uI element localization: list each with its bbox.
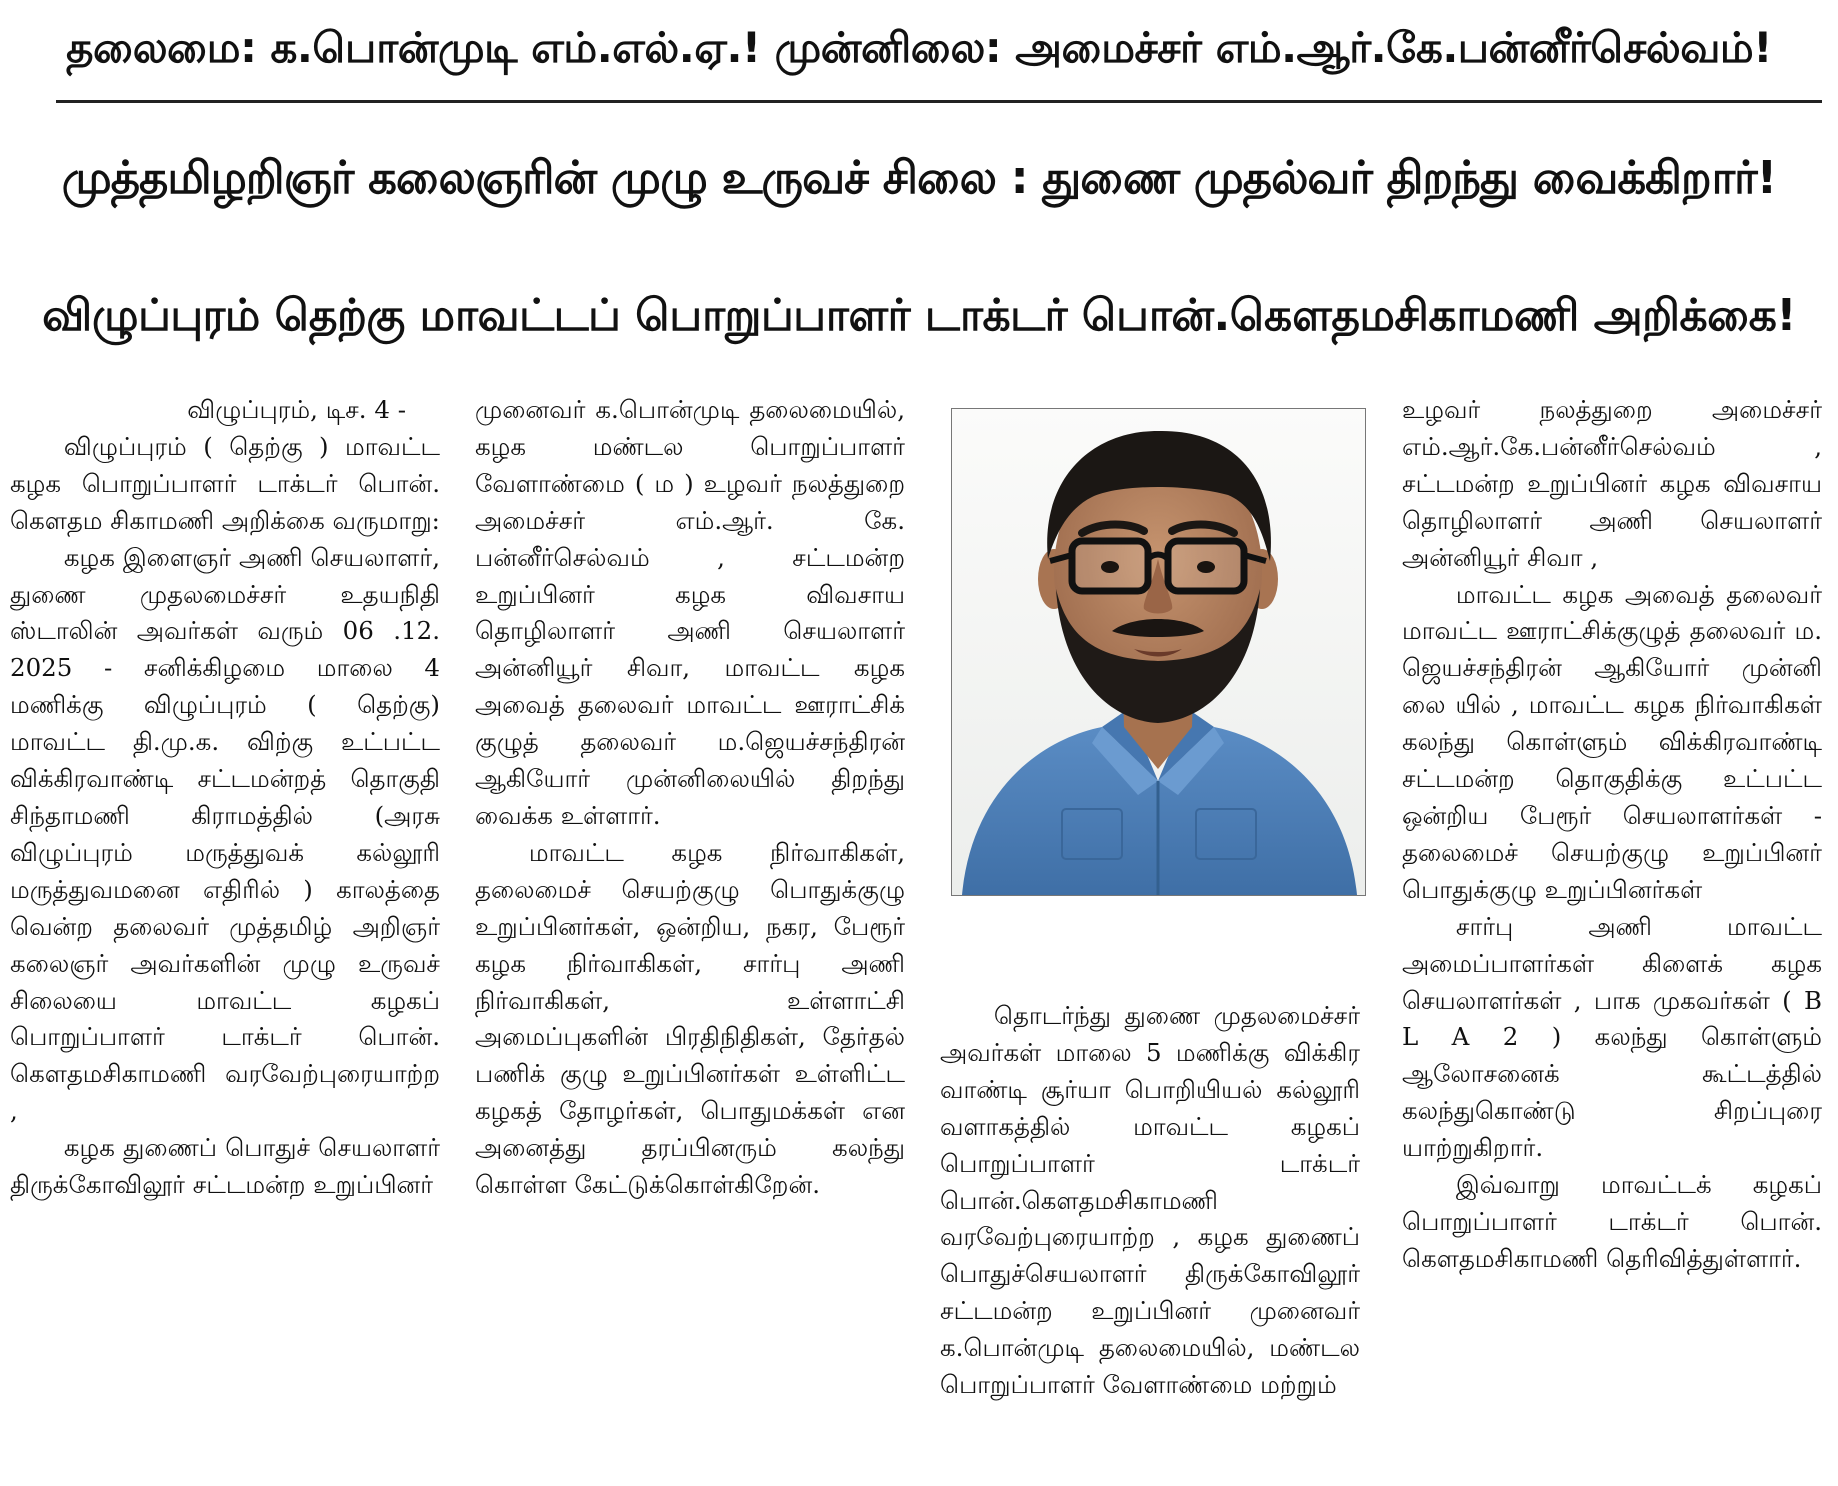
headline-sub: விழுப்புரம் தெற்கு மாவட்டப் பொறுப்பாளர் டாக்டர் பொன்.கௌதமசிகாமணி அறிக்கை!: [42, 290, 1796, 341]
article-column-4: [1402, 392, 1822, 1278]
article-column-1: [10, 392, 440, 1204]
article-paragraph: விழுப்புரம் ( தெற்கு ) மாவட்ட கழக பொறுப்பாளர் டாக்டர் பொன். கௌதம சிகாமணி அறிக்கை வருமாறு:: [10, 431, 440, 535]
article-paragraph: முனைவர் க.பொன்முடி தலைமையில், கழக மண்டல பொறுப்பாளர் வேளாண்மை ( ம ) உழவர் நலத்துறை அமைச்சர் எம்.ஆர். கே. பன்னீர்செல்வம் , சட்டமன்ற உறுப்பினர் கழக விவசாய தொழிலாளர் அணி செயலாளர் அன்னியூர் சிவா, மாவட்ட கழக அவைத் தலைவர் மாவட்ட ஊராட்சிக் குழுத் தலைவர் ம.ஜெயச்சந்திரன் ஆகியோர் முன்னிலையில் திறந்து வைக்க உள்ளார்.: [475, 395, 905, 830]
divider-rule: [56, 100, 1822, 103]
article-paragraph: சார்பு அணி மாவட்ட அமைப்பாளர்கள் கிளைக் கழக செயலாளர்கள் , பாக முகவர்கள் ( B L A 2 ) கலந்து கொள்ளும் ஆலோசனைக் கூட்டத்தில் கலந்துகொண்டு சிறப்புரை யாற்றுகிறார்.: [1402, 911, 1822, 1163]
article-paragraph: கழக இளைஞர் அணி செயலாளர், துணை முதலமைச்சர் உதயநிதி ஸ்டாலின் அவர்கள் வரும் 06 .12. 2025 - சனிக்கிழமை மாலை 4 மணிக்கு விழுப்புரம் ( தெற்கு) மாவட்ட தி.மு.க. விற்கு உட்பட்ட விக்கிரவாண்டி சட்டமன்றத் தொகுதி சிந்தாமணி கிராமத்தில் (அரசு விழுப்புரம் மருத்துவக் கல்லூரி மருத்துவமனை எதிரில் ) காலத்தை வென்ற தலைவர் முத்தமிழ் அறிஞர் கலைஞர் அவர்களின் முழு உருவச் சிலையை மாவட்ட கழகப் பொறுப்பாளர் டாக்டர் பொன். கௌதமசிகாமணி வரவேற்புரையாற்ற ,: [10, 542, 440, 1126]
man-portrait-illustration: [952, 409, 1365, 895]
article-column-3: [940, 998, 1360, 1404]
headline-top: தலைமை: க.பொன்முடி எம்.எல்.ஏ.! முன்னிலை: அமைச்சர் எம்.ஆர்.கே.பன்னீர்செல்வம்!: [66, 23, 1772, 72]
article-paragraph: உழவர் நலத்துறை அமைச்சர் எம்.ஆர்.கே.பன்னீர்செல்வம் , சட்டமன்ற உறுப்பினர் கழக விவசாய தொழிலாளர் அணி செயலாளர் அன்னியூர் சிவா ,: [1402, 395, 1822, 572]
article-paragraph: மாவட்ட கழக அவைத் தலைவர் மாவட்ட ஊராட்சிக்குழுத் தலைவர் ம. ஜெயச்சந்திரன் ஆகியோர் முன்னி லை யில் , மாவட்ட கழக நிர்வாகிகள் கலந்து கொள்ளும் விக்கிரவாண்டி சட்டமன்ற தொகுதிக்கு உட்பட்ட ஒன்றிய பேரூர் செயலாளர்கள் - தலைமைச் செயற்குழு உறுப்பினர் பொதுக்குழு உறுப்பினர்கள்: [1402, 579, 1822, 904]
article-column-2: [475, 392, 905, 1204]
dateline: விழுப்புரம், டிச. 4 -: [187, 395, 406, 424]
headline-main: முத்தமிழறிஞர் கலைஞரின் முழு உருவச் சிலை : துணை முதல்வர் திறந்து வைக்கிறார்!: [61, 151, 1777, 204]
article-paragraph: கழக துணைப் பொதுச் செயலாளர் திருக்கோவிலூர் சட்டமன்ற உறுப்பினர்: [10, 1133, 440, 1200]
article-paragraph: இவ்வாறு மாவட்டக் கழகப் பொறுப்பாளர் டாக்டர் பொன். கௌதமசிகாமணி தெரிவித்துள்ளார்.: [1402, 1170, 1822, 1273]
portrait-photo: [951, 408, 1366, 896]
article-paragraph: தொடர்ந்து துணை முதலமைச்சர் அவர்கள் மாலை 5 மணிக்கு விக்கிர வாண்டி சூர்யா பொறியியல் கல்லூரி வளாகத்தில் மாவட்ட கழகப் பொறுப்பாளர் டாக்டர் பொன்.கௌதமசிகாமணி வரவேற்புரையாற்ற , கழக துணைப் பொதுச்செயலாளர் திருக்கோவிலூர் சட்டமன்ற உறுப்பினர் முனைவர் க.பொன்முடி தலைமையில், மண்டல பொறுப்பாளர் வேளாண்மை மற்றும்: [940, 1001, 1360, 1400]
article-paragraph: மாவட்ட கழக நிர்வாகிகள், தலைமைச் செயற்குழு பொதுக்குழு உறுப்பினர்கள், ஒன்றிய, நகர, பேரூர் கழக நிர்வாகிகள், சார்பு அணி நிர்வாகிகள், உள்ளாட்சி அமைப்புகளின் பிரதிநிதிகள், தேர்தல் பணிக் குழு உறுப்பினர்கள் உள்ளிட்ட கழகத் தோழர்கள், பொதுமக்கள் என அனைத்து தரப்பினரும் கலந்து கொள்ள கேட்டுக்கொள்கிறேன்.: [475, 837, 905, 1200]
